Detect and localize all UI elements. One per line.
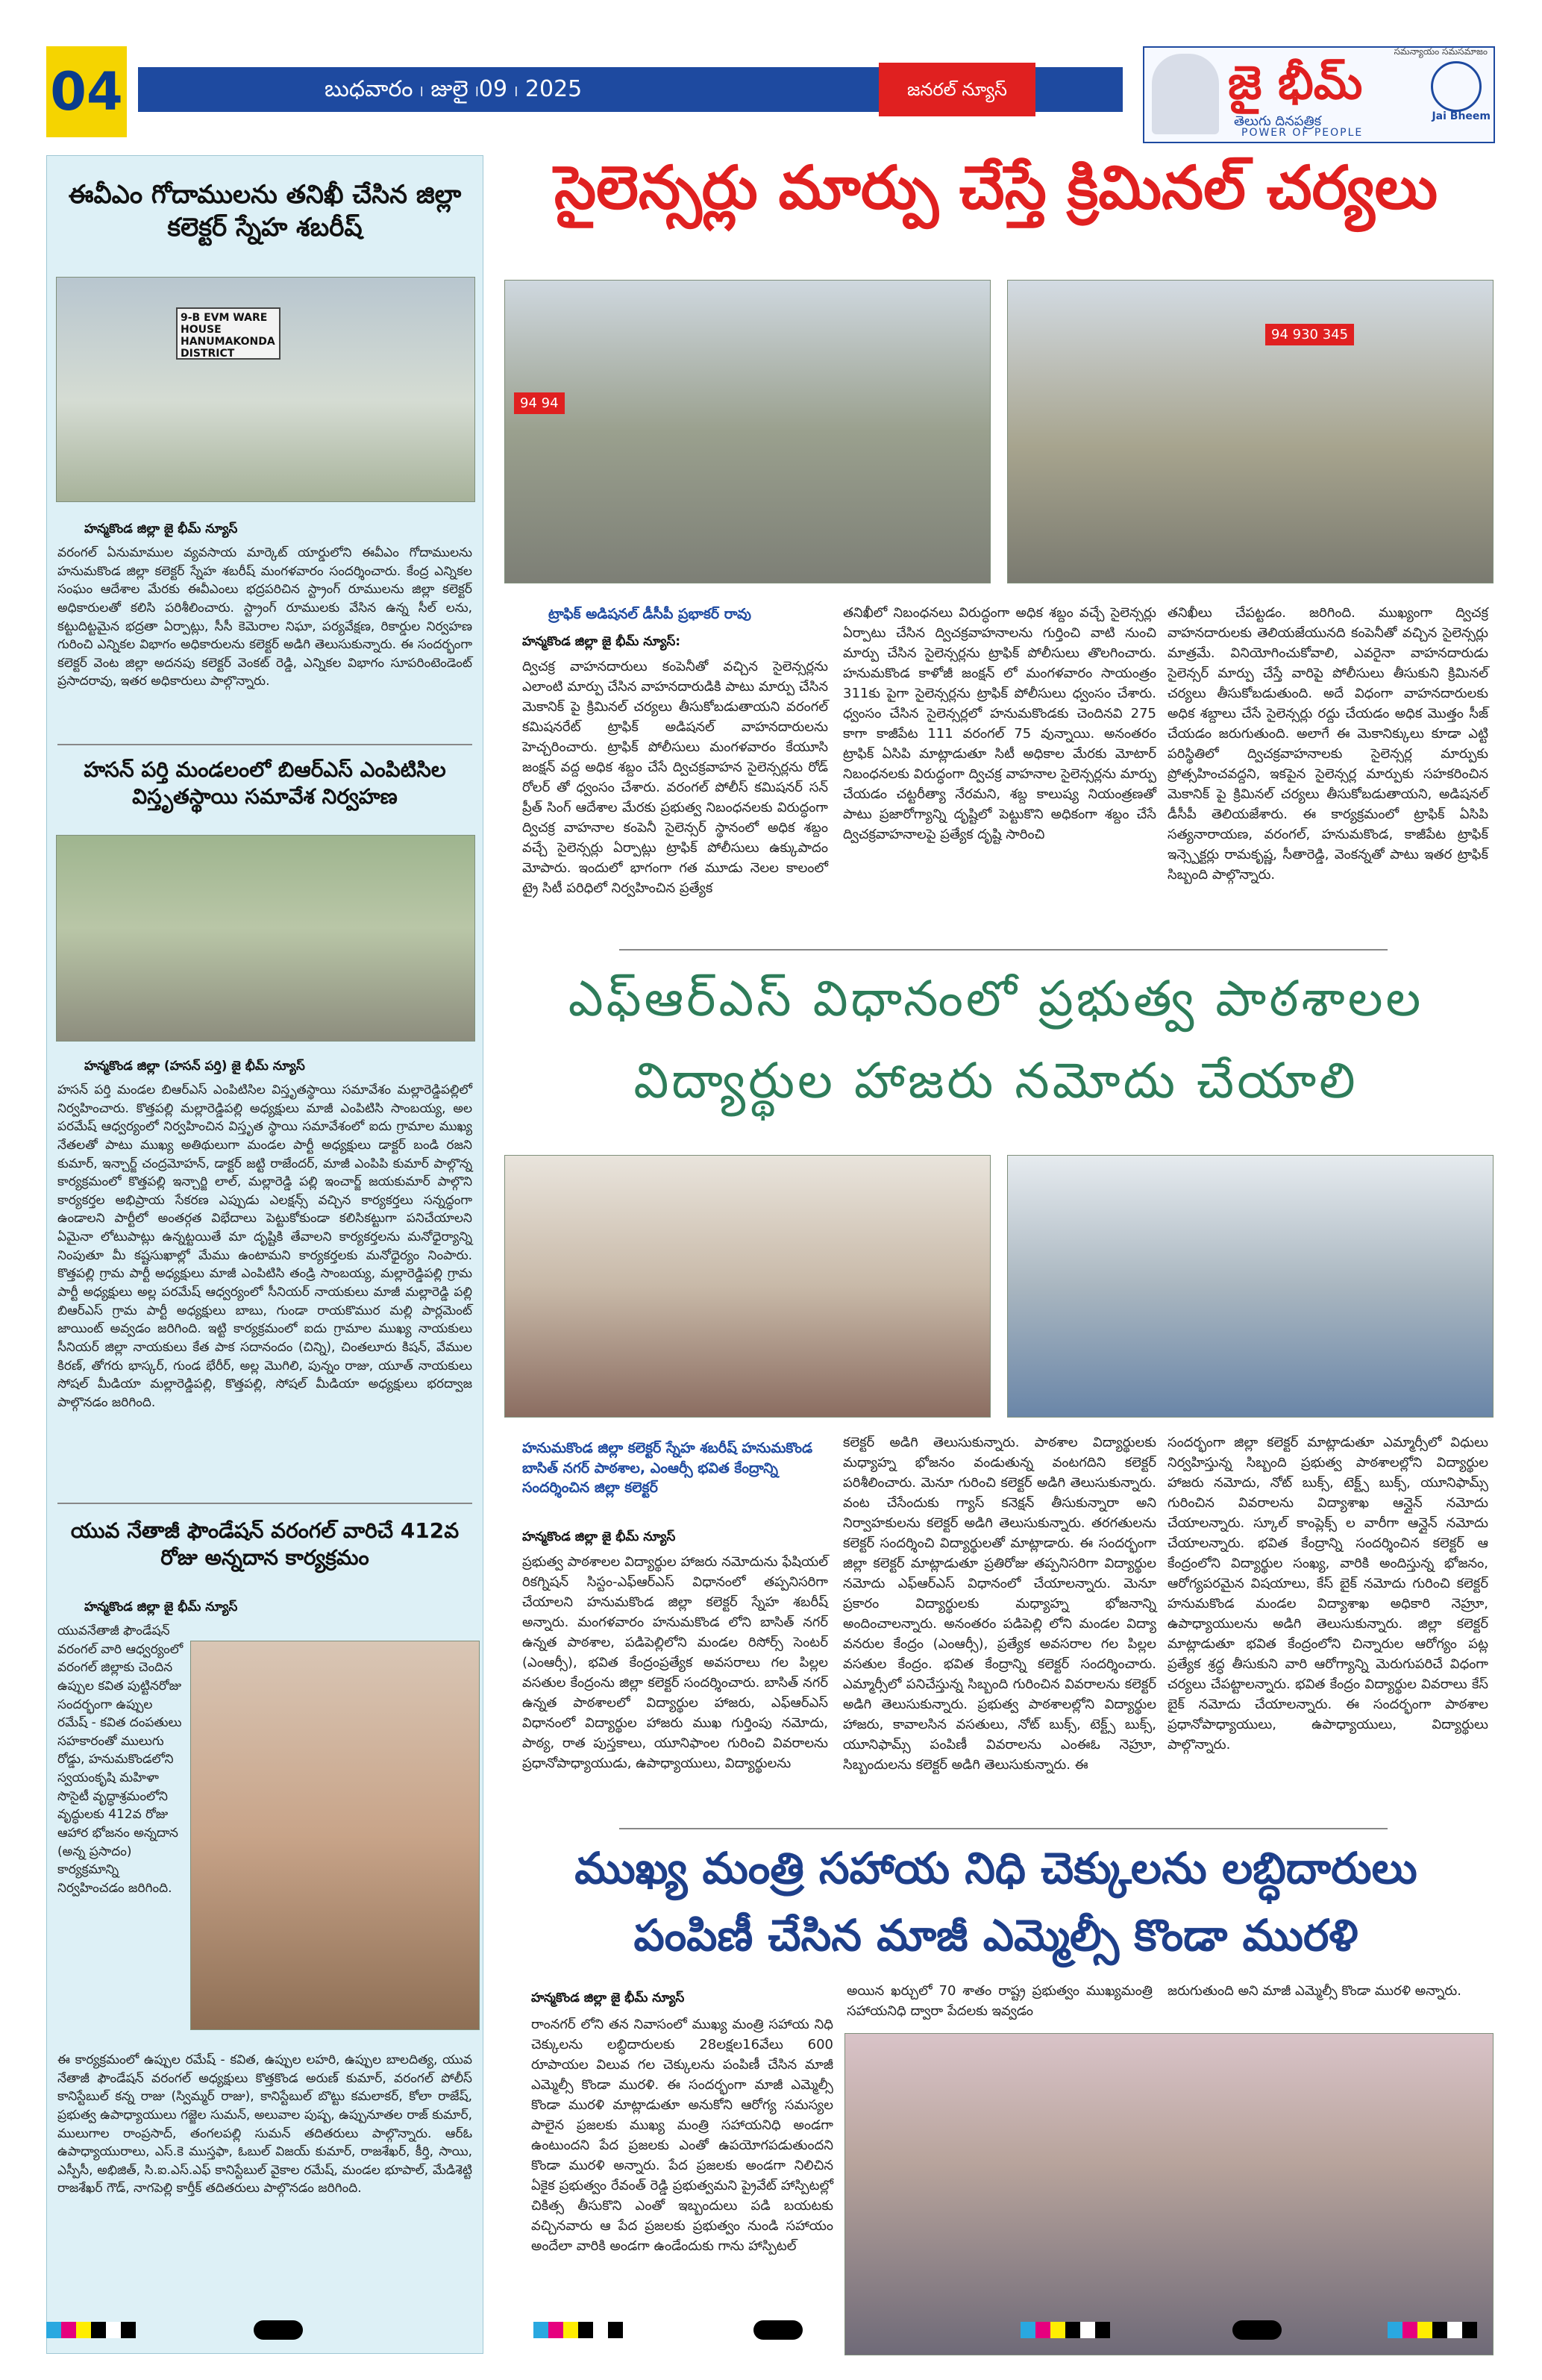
cmrf-photo <box>844 2033 1494 2355</box>
newspaper-logo-icon <box>1431 61 1482 112</box>
registration-bar <box>753 2320 803 2340</box>
silencer-byline: హన్మకొండ జిల్లా జై భీమ్ న్యూస్: <box>522 634 681 649</box>
color-registration-mark <box>1021 2322 1110 2338</box>
cmrf-headline-1: ముఖ్య మంత్రి సహాయ నిధి చెక్కులను లబ్ధిదారులు <box>574 1843 1417 1894</box>
left-column <box>46 155 483 2354</box>
story1-body: వరంగల్ ఏనుమాముల వ్యవసాయ మార్కెట్ యార్డులోని ఈవీఎం గోదాములను హనుమకొండ జిల్లా కలెక్టర్ స్నేహ శబరీష్ మంగళవారం సందర్శించారు. కేంద్ర ఎన్నికల సంఘం ఆదేశాల మేరకు ఈవీఎంలు భద్రపరిచిన స్ట్రాంగ్ రూములను జిల్లా కలెక్టర్ అధికారులతో కలిసి పరిశీలించారు. స్ట్రాంగ్ రూములకు వేసిన ఉన్న సీల్ లను, కట్టుదిట్టమైన భద్రతా ఏర్పాట్లు, సీసీ కెమెరాల నిఘా, పర్యవేక్షణ, రికార్డుల నిర్వహణ గురించి ఎన్నికల విభాగం అధికారులను కలెక్టర్ అడిగి తెలుసుకున్నారు. ఈ సందర్భంగా కలెక్టర్ వెంట జిల్లా అదనపు కలెక్టర్ వెంకట్ రెడ్డి, ఎన్నికల విభాగం సూపరింటెండెంట్ ప్రసాదరావు, ఇతర అధికారులు పాల్గొన్నారు. <box>57 545 472 689</box>
masthead <box>1143 46 1495 143</box>
masthead-subtitle: తెలుగు దినపత్రిక <box>1234 113 1322 129</box>
frs-byline: హన్మకొండ జిల్లా జై భీమ్ న్యూస్ <box>522 1529 676 1544</box>
masthead-title: జై భీమ్ <box>1228 55 1363 110</box>
frs-photo-1 <box>504 1155 991 1418</box>
story3-photo <box>190 1641 480 2030</box>
frs-caption: హనుమకొండ జిల్లా కలెక్టర్ స్నేహ శబరీష్ హనుమకొండ బాసిత్ నగర్ పాఠశాల, ఎంఆర్సీ భవిత కేంద్రాన్ని సందర్శించిన జిల్లా కలెక్టర్ <box>522 1440 813 1497</box>
silencer-caption: ట్రాఫిక్ అడిషనల్ డీసీపీ ప్రభాకర్ రావు <box>548 606 751 622</box>
registration-bar <box>1232 2320 1282 2340</box>
ambedkar-portrait-icon <box>1152 54 1219 134</box>
cmrf-byline: హన్మకొండ జిల్లా జై భీమ్ న్యూస్ <box>531 1991 685 2005</box>
photo-sign-1: 94 94 <box>514 392 565 414</box>
silencer-col-3: తనిఖీలు చేపట్టడం. జరిగింది. ముఖ్యంగా ద్విచక్ర వాహనదారులకు తెలియజేయునది కంపెనీతో వచ్చిన సైలెన్సర్లు మాత్రమే. వినియోగించుకోవాలి, ఎవరైనా వాహనదారుడు సైలెన్సర్ మార్పు చేస్తే వారిపై పోలీసులు తీసుకుని క్రిమినల్ చర్యలు తీసుకోబడుతుంది. అదే విధంగా వాహనదారులకు అధిక శబ్దాలు చేసే సైలెన్సర్లు రద్దు చేయడం అధిక మొత్తం సీజ్ చేయడం జరుగుతుంది. అలాగే ఈ మెకానిక్కులు కూడా ఎట్టి పరిస్థితిలో ద్విచక్రవాహనాలకు సైలెన్సర్ల మార్పుకు ప్రోత్సహించవద్దని, ఇకపైన సైలెన్సర్ల మార్పుకు సహకరించిన మెకానిక్ పై క్రిమినల్ చర్యలు తీసుకోబడుతాయని, అడిషనల్ డీసీపీ తెలియజేశారు. ఈ కార్యక్రమంలో ట్రాఫిక్ ఏసిపి సత్యనారాయణ, వరంగల్, హనుమకొండ, కాజీపేట ట్రాఫిక్ ఇన్స్పెక్టర్లు రామకృష్ణ, సీతారెడ్డి, వెంకన్నతో పాటు ఇతర ట్రాఫిక్ సిబ్బంది పాల్గొన్నారు. <box>1168 605 1488 883</box>
silencer-col-2: తనిఖీలో నిబంధనలు విరుద్ధంగా అధిక శబ్దం వచ్చే సైలెన్సర్లు ఏర్పాటు చేసిన ద్విచక్రవాహనాలను గుర్తించి వాటి నుంచి మార్పు చేసిన సైలెన్సర్లను ట్రాఫిక్ పోలీసులు తొలగించారు. హనుమకొండ కాళోజీ జంక్షన్ లో మంగళవారం సాయంత్రం 311కు పైగా సైలెన్సర్లను ట్రాఫిక్ పోలీసులు ధ్వంసం చేశారు. ధ్వంసం చేసిన సైలెన్సర్లలో హనుమకొండకు చెందినవి 275 కాగా కాజీపేట 111 వరంగల్ 75 వున్నాయి. అనంతరం ట్రాఫిక్ ఏసిపి మాట్లాడుతూ సిటీ అధికాల మేరకు మోటార్ నిబంధనలకు విరుద్ధంగా ద్విచక్ర వాహనాల సైలెన్సర్లను మార్పు చేయడం చట్టరీత్యా నేరమని, శబ్ద కాలుష్య నియంత్రణతో పాటు ప్రజారోగ్యాన్ని దృష్టిలో పెట్టుకొని అధికంగా శబ్దం చేసే ద్విచక్రవాహనాలపై ప్రత్యేక దృష్టి సారించి <box>843 605 1156 842</box>
frs-col-2: కలెక్టర్ అడిగి తెలుసుకున్నారు. పాఠశాల విద్యార్థులకు మధ్యాహ్న భోజనం వండుతున్న వంటగదిని కలెక్టర్ పరిశీలించారు. మెనూ గురించి కలెక్టర్ అడిగి తెలుసుకున్నారు. వంట చేసేందుకు గ్యాస్ కనెక్షన్ తీసుకున్నారా అని నిర్వాహకులను కలెక్టర్ అడిగి తెలుసుకున్నారు. తరగతులను కలెక్టర్ సందర్శించి విద్యార్థులతో మాట్లాడారు. ఈ సందర్భంగా జిల్లా కలెక్టర్ మాట్లాడుతూ ప్రతిరోజు తప్పనిసరిగా విద్యార్థుల నమోదు ఎఫ్ఆర్ఎస్ విధానంలో చేయాలన్నారు. మెనూ ప్రకారం విద్యార్థులకు మధ్యాహ్న భోజనాన్ని అందించాలన్నారు. అనంతరం పడిపెల్లి లోని మండల విద్యా వనరుల కేంద్రం (ఎంఆర్సీ), ప్రత్యేక అవసరాల గల పిల్లల వసతుల కేంద్రం. భవిత కేంద్రాన్ని కలెక్టర్ సందర్శించారు. ఎమ్మార్సీలో పనిచేస్తున్న సిబ్బంది గురించిన వివరాలను కలెక్టర్ అడిగి తెలుసుకున్నారు. ప్రభుత్వ పాఠశాలల్లోని విద్యార్థుల హాజరు, కావాలసిన వసతులు, నోట్ బుక్స్, టెక్ట్స్ బుక్స్, యూనిఫామ్స్ పంపిణీ వివరాలను ఎంఈఓ నెహ్రూ, సిబ్బందులను కలెక్టర్ అడిగి తెలుసుకున్నారు. ఈ <box>843 1435 1156 1773</box>
color-registration-mark <box>533 2322 623 2338</box>
story1-photo <box>56 277 475 502</box>
frs-col-3: సందర్భంగా జిల్లా కలెక్టర్ మాట్లాడుతూ ఎమ్మార్సీలో విధులు నిర్వహిస్తున్న సిబ్బంది ప్రభుత్వ పాఠశాలల్లోని విద్యార్థుల హాజరు నమోదు, నోట్ బుక్స్, టెక్ట్స్ బుక్స్, యూనిఫామ్స్ గురించిన వివరాలను విద్యాశాఖ ఆన్లైన్ నమోదు చేయాలన్నారు. స్కూల్ కాంప్లెక్స్ ల వారీగా ఆన్లైన్ నమోదు చేయాలన్నారు. భవిత కేంద్రాన్ని సందర్శించిన కలెక్టర్ ఆ కేంద్రంలోని విద్యార్థుల సంఖ్య, వారికి అందిస్తున్న భోజనం, ఆరోగ్యపరమైన విషయాలు, కేస్ బైక్ నమోదు గురించి కలెక్టర్ హనుమకొండ మండల విద్యాశాఖ అధికారి నెహ్రూ, ఉపాధ్యాయులను అడిగి తెలుసుకున్నారు. జిల్లా కలెక్టర్ మాట్లాడుతూ భవిత కేంద్రంలోని చిన్నారుల ఆరోగ్యం పట్ల ప్రత్యేక శ్రద్ధ తీసుకుని వారి ఆరోగ్యాన్ని మెరుగుపరిచే విధంగా చర్యలు చేపట్టాలన్నారు. భవిత కేంద్రం విద్యార్థుల వివరాలు కేస్ బైక్ నమోదు చేయాలన్నారు. ఈ సందర్భంగా పాఠశాల ప్రధానోపాధ్యాయులు, ఉపాధ్యాయులు, విద్యార్థులు పాల్గొన్నారు. <box>1168 1435 1488 1753</box>
color-registration-mark <box>46 2322 136 2338</box>
frs-col-1: ప్రభుత్వ పాఠశాలల విద్యార్థుల హాజరు నమోదును ఫేషియల్ రికగ్నిషన్ సిస్టం-ఎఫ్ఆర్ఎస్ విధానంలో తప్పనిసరిగా చేయాలని హనుమకొండ జిల్లా కలెక్టర్ స్నేహ శబరీష్ అన్నారు. మంగళవారం హనుమకొండ లోని బాసిత్ నగర్ ఉన్నత పాఠశాల, పడిపెల్లిలోని మండల రిసోర్స్ సెంటర్ (ఎంఆర్సీ), భవిత కేంద్రంప్రత్యేక అవసరాలు గల పిల్లల వసతుల కేంద్రంను జిల్లా కలెక్టర్ సందర్శించారు. బాసిత్ నగర్ ఉన్నత పాఠశాలలో విద్యార్థుల హాజరు, ఎఫ్ఆర్ఎస్ విధానంలో విద్యార్థుల హాజరు ముఖ గుర్తింపు నమోదు, పాఠ్య, రాత పుస్తకాలు, యూనిఫాంల గురించి వివరాలను ప్రధానోపాధ్యాయుడు, ఉపాధ్యాయులు, విద్యార్థులను <box>522 1554 828 1771</box>
issue-date: బుధవారం ၊ జులై ၊09 ၊ 2025 <box>325 76 583 102</box>
story1-headline: ఈవీఎం గోదాములను తనిఖీ చేసిన జిల్లా కలెక్టర్ స్నేహ శబరీష్ <box>68 180 462 243</box>
divider <box>619 1828 1388 1829</box>
divider <box>619 949 1388 951</box>
silencer-photo-1 <box>504 280 991 583</box>
frs-headline-2: విద్యార్థుల హాజరు నమోదు చేయాలి <box>633 1052 1358 1109</box>
story2-photo <box>56 835 475 1042</box>
story1-byline: హన్మకొండ జిల్లా జై భీమ్ న్యూస్ <box>84 522 238 536</box>
story3-headline: యువ నేతాజీ ఫౌండేషన్ వరంగల్ వారిచే 412వ రోజు అన్నదాన కార్యక్రమం <box>70 1518 460 1571</box>
color-registration-mark <box>1388 2322 1477 2338</box>
registration-bar <box>254 2320 303 2340</box>
story2-body: హసన్ పర్తి మండల బిఆర్ఎస్ ఎంపిటిసిల విస్తృతస్థాయి సమావేశం మల్లారెడ్డిపల్లిలో నిర్వహించారు. కొత్తపల్లి మల్లారెడ్డిపల్లి అధ్యక్షులు మాజీ ఎంపిటిసి సాంబయ్య, అల పరమేష్ ఆధ్వర్యంలో నిర్వహించిన విస్తృత స్థాయి సమావేశంలో ఐదు గ్రామాల ముఖ్య నేతలతో పాటు ముఖ్య అతిథులుగా మండల పార్టీ అధ్యక్షులు డాక్టర్ బండి రజని కుమార్, ఇన్చార్జ్ చంద్రమోహన్, డాక్టర్ జట్టి రాజేందర్, మాజీ ఎంపిపి కుమార్ పాల్గొన్న కార్యక్రమంలో కొత్తపల్లి ఇన్చార్జి లాల్, మల్లారెడ్డి పల్లి ఇంచార్జ్ జయకుమార్ పాల్గొని కార్యకర్తల అభిప్రాయ సేకరణ ఎప్పుడు ఎలక్షన్స్ వచ్చిన కార్యకర్తలు సన్నద్ధంగా ఉండాలని పార్టీలో అంతర్గత విభేదాలు పెట్టుకోకుండా కలిసికట్టుగా పనిచేయాలని ఏమైనా లోటుపాట్లు ఉన్నట్టయితే మా దృష్టికి తేవాలని కార్యకర్తలను మనోధైర్యాన్ని నింపుతూ మీ కష్టసుఖాల్లో మేము ఉంటామని కార్యకర్తలకు మనోధైర్యం నింపారు. కొత్తపల్లి గ్రామ పార్టీ అధ్యక్షులు మాజీ ఎంపిటిసి తండ్రి సాంబయ్య, మల్లారెడ్డిపల్లి గ్రామ పార్టీ అధ్యక్షులు అల్ల పరమేష్ ఆధ్వర్యంలో సీనియర్ నాయకులు మాజీ మల్లారెడ్డి పల్లి బిఆర్ఎస్ గ్రామ పార్టీ అధ్యక్షులు బాబు, గుండా రాయకొముర మల్లి పార్లమెంట్ జాయింట్ అవ్వడం జరిగింది. ఇట్టి కార్యక్రమంలో ఐదు గ్రామాల ముఖ్య నాయకులు సీనియర్ జిల్లా నాయకులు కేత పాక సదానందం (చిన్ని), చింతలూరు కిషన్, వేముల కిరణ్, తోగరు భాస్కర్, గుండ భేరీర్, అల్ల మొగిలి, పున్నం రాజు, యూత్ నాయకులు సోషల్ మీడియా మల్లారెడ్డిపల్లి, కొత్తపల్లి, సోషల్ మీడియా అధ్యక్షులు భరద్వాజ పాల్గొనడం జరిగింది. <box>57 1083 472 1410</box>
photo-sign-2: 94 930 345 <box>1265 324 1354 345</box>
divider <box>57 1503 472 1504</box>
cmrf-col-1: రాంనగర్ లోని తన నివాసంలో ముఖ్య మంత్రి సహాయ నిధి చెక్కులను లబ్ధిదారులకు 28లక్షల16వేలు 600 రూపాయల విలువ గల చెక్కులను పంపిణీ చేసిన మాజీ ఎమ్మెల్సీ కొండా మురళి. ఈ సందర్భంగా మాజీ ఎమ్మెల్సీ కొండా మురళి మాట్లాడుతూ అనుకోని ఆరోగ్య సమస్యల పాలైన ప్రజలకు ముఖ్య మంత్రి సహాయనిధి అండగా ఉంటుందని పేద ప్రజలకు ఎంతో ఉపయోగపడుతుందని కొండా మురళి అన్నారు. పేద ప్రజలకు అండగా నిలిచిన ఏకైక ప్రభుత్వం రేవంత్ రెడ్డి ప్రభుత్వమని ప్రైవేట్ హాస్పిటల్లో చికిత్స తీసుకొని ఎంతో ఇబ్బందులు పడి బయటకు వచ్చినవారు ఆ పేద ప్రజలకు ప్రభుత్వం నుండి సహాయం అందేలా వారికి అండగా ఉండేందుకు గాను హాస్పిటల్ <box>531 2017 833 2254</box>
story2-headline: హసన్ పర్తి మండలంలో బిఆర్ఎస్ ఎంపిటిసిల విస్తృతస్థాయి సమావేశ నిర్వహణ <box>84 757 446 809</box>
evm-warehouse-sign: 9-B EVM WARE HOUSE HANUMAKONDA DISTRICT <box>176 307 280 360</box>
divider <box>57 744 472 745</box>
silencer-photo-2 <box>1007 280 1494 583</box>
masthead-english: POWER OF PEOPLE <box>1241 127 1364 139</box>
page-number: 04 <box>46 46 127 137</box>
section-tag: జనరల్ న్యూస్ <box>879 63 1035 116</box>
logo-text: Jai Bheem <box>1432 110 1491 122</box>
frs-headline-1: ఎఫ్ఆర్ఎస్ విధానంలో ప్రభుత్వ పాఠశాలల <box>568 970 1424 1027</box>
silencer-col-1: ద్విచక్ర వాహనదారులు కంపెనీతో వచ్చిన సైలెన్సర్లను ఎలాంటి మార్పు చేసిన వాహనదారుడికి పాటు మార్పు చేసిన మెకానిక్ పై క్రిమినల్ చర్యలు తీసుకోబడుతాయని వరంగల్ కమిషనరేట్ ట్రాఫిక్ అడిషనల్ వాహనదారులను హెచ్చరించారు. ట్రాఫిక్ పోలీసులు మంగళవారం కేయూసి జంక్షన్ వద్ద అధిక శబ్దం చేసే ద్విచక్రవాహన సైలెన్సర్లను రోడ్ రోలర్ తో ధ్వంసం చేశారు. వరంగల్ పోలీస్ కమిషనర్ సన్ ప్రీత్ సింగ్ ఆదేశాల మేరకు ప్రభుత్వ నిబంధనలకు విరుద్ధంగా ద్విచక్ర వాహనాల కంపెనీ సైలెన్సర్ స్థానంలో అధిక శబ్దం వచ్చే సైలెన్సర్లు ఏర్పాట్లు ట్రాఫిక్ పోలీసులు ఉక్కుపాదం మోపారు. ఇందులో భాగంగా గత మూడు నెలల కాలంలో ట్రై సిటీ పరిధిలో నిర్వహించిన ప్రత్యేక <box>522 659 828 896</box>
cmrf-headline-2: పంపిణీ చేసిన మాజీ ఎమ్మెల్సీ కొండా మురళి <box>633 1910 1358 1961</box>
masthead-tagline: సమన్యాయం సమసమాజం <box>1394 46 1488 57</box>
silencer-headline: సైలెన్సర్లు మార్పు చేస్తే క్రిమినల్ చర్యలు <box>554 153 1438 222</box>
story3-body-bottom: ఈ కార్యక్రమంలో ఉప్పుల రమేష్ - కవిత, ఉప్పుల లహరి, ఉప్పుల బాలదిత్య, యువ నేతాజీ ఫౌండేషన్ వరంగల్ అధ్యక్షులు కొత్తకొండ అరుణ్ కుమార్, వరంగల్ పోలీస్ కానిస్టేబుల్ కన్న రాజు (స్విమ్మర్ రాజు), కానిస్టేబుల్ బొట్టు కమలాకర్, కోలా రాజేష్, ప్రభుత్వ ఉపాధ్యాయులు గజ్జెల సుమన్, అలువాల పుష్ప, ఉప్పునూతల రాజ్ కుమార్, ములుగాల రాంప్రసాద్, తంగలపల్లి సుమన్ తదితరులు పాల్గొన్నారు. ఆర్ఓ ఉపాధ్యాయురాలు, ఎస్.కె ముస్తఫా, ఓబుల్ విజయ్ కుమార్, రాజశేఖర్, కీర్తి, సాయి, ఎస్పీసీ, అభిజిత్, సి.ఐ.ఎస్.ఎఫ్ కానిస్టేబుల్ వైకాల రమేష్, మండల భూపాల్, మేడిశెట్టి రాజశేఖర్ గౌడ్, నాగపెల్లి కార్తీక్ తదితరులు పాల్గొనడం జరిగింది. <box>57 2052 472 2196</box>
cmrf-col-3: జరుగుతుంది అని మాజీ ఎమ్మెల్సీ కొండా మురళి అన్నారు. <box>1168 1983 1462 1999</box>
cmrf-col-2: అయిన ఖర్చులో 70 శాతం రాష్ట్ర ప్రభుత్వం ముఖ్యమంత్రి సహాయనిధి ద్వారా పేదలకు ఇవ్వడం <box>847 1983 1153 2019</box>
story2-byline: హన్మకొండ జిల్లా (హసన్ పర్తి) జై భీమ్ న్యూస్ <box>84 1059 305 1074</box>
story3-byline: హన్మకొండ జిల్లా జై భీమ్ న్యూస్ <box>84 1600 238 1615</box>
story3-body-side: యువనేతాజీ ఫౌండేషన్ వరంగల్ వారి ఆధ్వర్యంలో వరంగల్ జిల్లాకు చెందిన ఉప్పుల కవిత పుట్టినరోజు సందర్భంగా ఉప్పుల రమేష్ - కవిత దంపతులు సహకారంతో ములుగు రోడ్డు, హనుమకొండలోని స్వయంకృషి మహిళా సొసైటీ వృద్ధాశ్రమంలోని వృద్ధులకు 412వ రోజు ఆహార భోజనం అన్నదాన (అన్న ప్రసాదం) కార్యక్రమాన్ని నిర్వహించడం జరిగింది. <box>57 1623 184 1896</box>
frs-photo-2 <box>1007 1155 1494 1418</box>
